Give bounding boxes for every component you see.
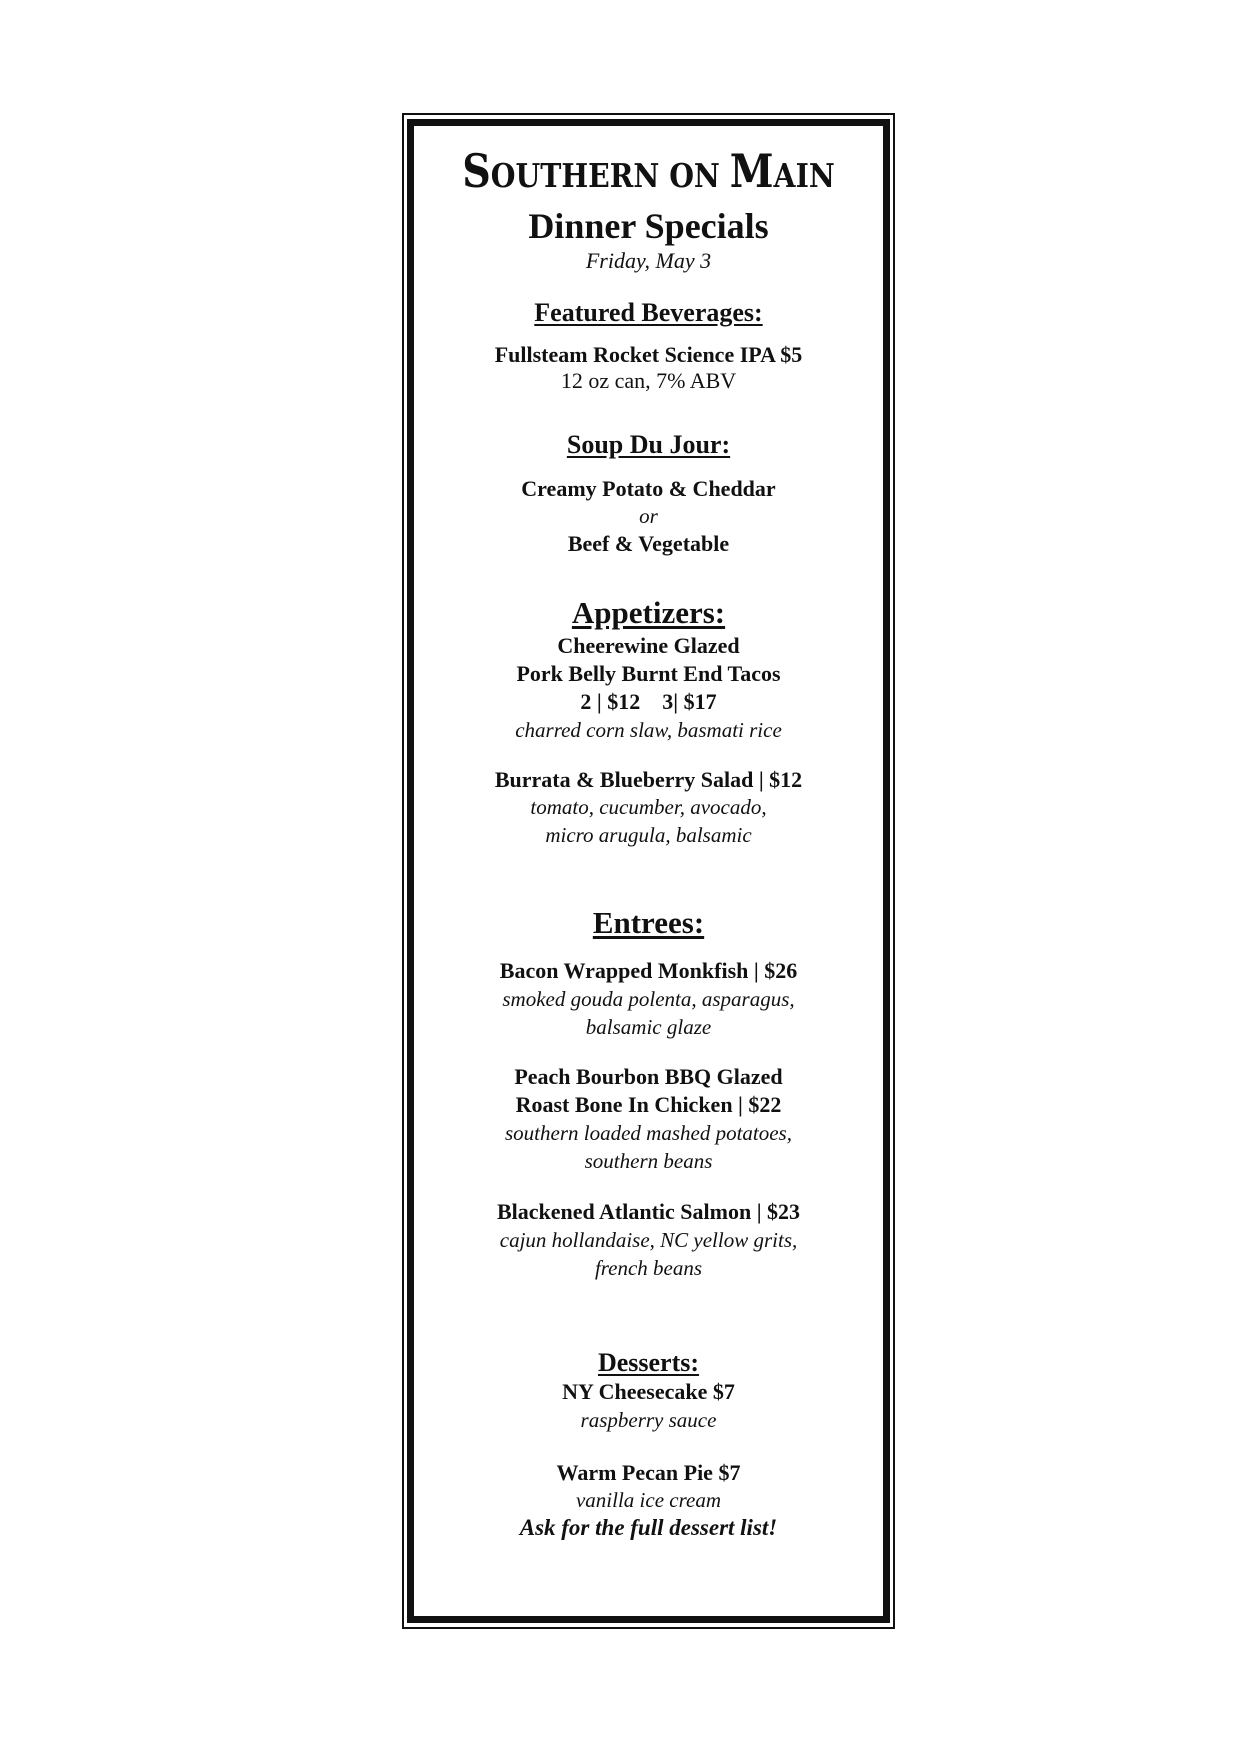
appetizer-salad-name: Burrata & Blueberry Salad | $12 bbox=[494, 767, 803, 792]
entree-monkfish-desc-1: smoked gouda polenta, asparagus, bbox=[502, 987, 795, 1011]
dessert-cheesecake-name: NY Cheesecake $7 bbox=[562, 1379, 735, 1404]
entree-salmon-desc-2: french beans bbox=[594, 1256, 703, 1280]
soup-separator: or bbox=[639, 504, 658, 528]
entree-monkfish-desc-2: balsamic glaze bbox=[585, 1015, 712, 1039]
entree-chicken-desc-2: southern beans bbox=[584, 1149, 713, 1173]
dessert-cheesecake-desc: raspberry sauce bbox=[580, 1408, 717, 1432]
entree-chicken-line1: Peach Bourbon BBQ Glazed bbox=[514, 1064, 783, 1089]
restaurant-name: SOUTHERN ON MAIN bbox=[462, 144, 835, 198]
appetizer-tacos-desc: charred corn slaw, basmati rice bbox=[515, 718, 782, 742]
entree-chicken-line2: Roast Bone In Chicken | $22 bbox=[515, 1092, 782, 1117]
desserts-heading: Desserts: bbox=[597, 1348, 700, 1377]
dessert-pie-desc: vanilla ice cream bbox=[575, 1488, 721, 1512]
entree-salmon-desc-1: cajun hollandaise, NC yellow grits, bbox=[499, 1228, 798, 1252]
appetizers-heading: Appetizers: bbox=[571, 595, 726, 630]
page-title: Dinner Specials bbox=[528, 206, 769, 246]
entree-salmon-name: Blackened Atlantic Salmon | $23 bbox=[496, 1199, 801, 1224]
appetizer-tacos-line1: Cheerewine Glazed bbox=[557, 633, 740, 658]
soup-option-2: Beef & Vegetable bbox=[567, 531, 730, 556]
appetizer-salad-desc-2: micro arugula, balsamic bbox=[545, 823, 752, 847]
dessert-pie-name: Warm Pecan Pie $7 bbox=[556, 1460, 741, 1485]
beverage-item: Fullsteam Rocket Science IPA $5 bbox=[494, 342, 803, 367]
entree-chicken-desc-1: southern loaded mashed potatoes, bbox=[505, 1121, 792, 1145]
entrees-heading: Entrees: bbox=[592, 905, 705, 940]
beverage-detail: 12 oz can, 7% ABV bbox=[560, 368, 737, 393]
appetizer-salad-desc-1: tomato, cucumber, avocado, bbox=[530, 795, 767, 819]
dessert-note: Ask for the full dessert list! bbox=[519, 1515, 778, 1540]
appetizer-tacos-line2: Pork Belly Burnt End Tacos bbox=[516, 661, 781, 686]
menu-date: Friday, May 3 bbox=[585, 248, 712, 273]
soup-heading: Soup Du Jour: bbox=[566, 430, 731, 459]
entree-monkfish-name: Bacon Wrapped Monkfish | $26 bbox=[499, 958, 798, 983]
soup-option-1: Creamy Potato & Cheddar bbox=[521, 476, 776, 501]
appetizer-tacos-prices: 2 | $12 3| $17 bbox=[580, 689, 717, 714]
beverages-heading: Featured Beverages: bbox=[534, 298, 763, 327]
